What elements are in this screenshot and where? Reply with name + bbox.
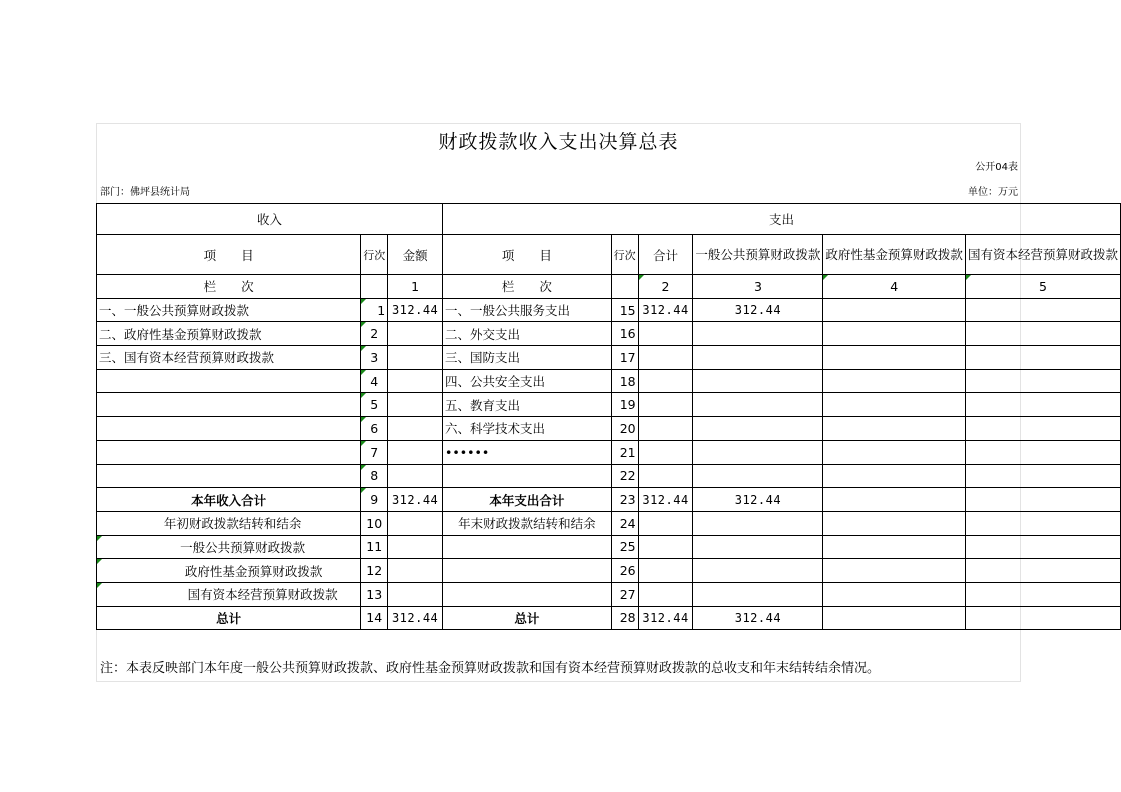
expense-state-capital xyxy=(965,393,1120,417)
table-row xyxy=(97,298,1121,322)
expense-gov-fund xyxy=(823,488,966,512)
expense-line-header: 行次 xyxy=(611,235,638,275)
income-amount xyxy=(388,346,443,370)
table-row xyxy=(97,511,1121,535)
income-header: 收入 xyxy=(97,204,443,235)
state-capital-header: 国有资本经营预算财政拨款 xyxy=(965,235,1120,275)
income-total-row xyxy=(97,488,1121,512)
page-title: 财政拨款收入支出决算总表 xyxy=(438,131,679,153)
income-item: 三、国有资本经营预算财政拨款 xyxy=(97,346,361,370)
expense-state-capital xyxy=(965,369,1120,393)
expense-gov-fund xyxy=(823,535,966,559)
expense-item: 年末财政拨款结转和结余 xyxy=(443,511,612,535)
expense-line-no: 23 xyxy=(611,488,638,512)
income-amount xyxy=(388,369,443,393)
income-line-no: 1 xyxy=(361,298,388,322)
expense-line-no: 16 xyxy=(611,322,638,346)
income-item: 一、一般公共预算财政拨款 xyxy=(97,298,361,322)
income-line-no: 6 xyxy=(361,417,388,441)
expense-header: 支出 xyxy=(443,204,1121,235)
expense-general-budget: 312.44 xyxy=(693,298,823,322)
expense-line-no: 15 xyxy=(611,298,638,322)
expense-item xyxy=(443,535,612,559)
column-index-blank xyxy=(611,275,638,299)
expense-general-budget xyxy=(693,440,823,464)
expense-total xyxy=(638,559,693,583)
expense-state-capital xyxy=(965,535,1120,559)
expense-total xyxy=(638,511,693,535)
expense-general-budget xyxy=(693,559,823,583)
expense-gov-fund xyxy=(823,464,966,488)
income-amount xyxy=(388,559,443,583)
column-index-1: 1 xyxy=(388,275,443,299)
expense-gov-fund xyxy=(823,298,966,322)
income-line-no: 8 xyxy=(361,464,388,488)
expense-item: 二、外交支出 xyxy=(443,322,612,346)
income-line-no: 12 xyxy=(361,559,388,583)
expense-total: 312.44 xyxy=(638,488,693,512)
income-item: 年初财政拨款结转和结余 xyxy=(97,511,361,535)
form-number: 公开04表 xyxy=(975,162,1018,173)
expense-gov-fund xyxy=(823,511,966,535)
income-amount xyxy=(388,535,443,559)
grand-total-row xyxy=(97,606,1121,630)
column-index-3: 3 xyxy=(693,275,823,299)
income-amount xyxy=(388,582,443,606)
expense-line-no: 25 xyxy=(611,535,638,559)
column-header-row xyxy=(97,235,1121,275)
column-index-row xyxy=(97,275,1121,299)
expense-total xyxy=(638,535,693,559)
expense-total: 312.44 xyxy=(638,606,693,630)
expense-gov-fund xyxy=(823,322,966,346)
expense-line-no: 27 xyxy=(611,582,638,606)
income-subtotal-label: 本年收入合计 xyxy=(97,488,361,512)
expense-gov-fund xyxy=(823,559,966,583)
table-row xyxy=(97,393,1121,417)
expense-item: •••••• xyxy=(443,440,612,464)
expense-total xyxy=(638,322,693,346)
expense-state-capital xyxy=(965,511,1120,535)
income-item: 国有资本经营预算财政拨款 xyxy=(97,582,361,606)
expense-line-no: 24 xyxy=(611,511,638,535)
income-amount xyxy=(388,393,443,417)
expense-state-capital xyxy=(965,322,1120,346)
income-line-no: 10 xyxy=(361,511,388,535)
expense-line-no: 19 xyxy=(611,393,638,417)
income-amount xyxy=(388,464,443,488)
section-header-row xyxy=(97,204,1121,235)
income-item xyxy=(97,393,361,417)
expense-general-budget: 312.44 xyxy=(693,488,823,512)
income-item xyxy=(97,417,361,441)
expense-item-header: 项 目 xyxy=(443,235,612,275)
expense-state-capital xyxy=(965,582,1120,606)
expense-item: 四、公共安全支出 xyxy=(443,369,612,393)
expense-state-capital xyxy=(965,488,1120,512)
expense-line-no: 26 xyxy=(611,559,638,583)
expense-item: 六、科学技术支出 xyxy=(443,417,612,441)
expense-gov-fund xyxy=(823,417,966,441)
expense-state-capital xyxy=(965,298,1120,322)
expense-total xyxy=(638,582,693,606)
expense-total-header: 合计 xyxy=(638,235,693,275)
expense-general-budget xyxy=(693,393,823,417)
expense-subtotal-label: 本年支出合计 xyxy=(443,488,612,512)
income-item-header: 项 目 xyxy=(97,235,361,275)
income-item: 政府性基金预算财政拨款 xyxy=(97,559,361,583)
income-amount-header: 金额 xyxy=(388,235,443,275)
expense-gov-fund xyxy=(823,346,966,370)
column-index-blank xyxy=(361,275,388,299)
gov-fund-header: 政府性基金预算财政拨款 xyxy=(823,235,966,275)
income-item: 二、政府性基金预算财政拨款 xyxy=(97,322,361,346)
column-label-expense: 栏 次 xyxy=(443,275,612,299)
expense-general-budget xyxy=(693,535,823,559)
expense-line-no: 17 xyxy=(611,346,638,370)
income-line-no: 11 xyxy=(361,535,388,559)
table-row xyxy=(97,559,1121,583)
expense-state-capital xyxy=(965,464,1120,488)
income-item xyxy=(97,369,361,393)
income-item xyxy=(97,464,361,488)
expense-total xyxy=(638,464,693,488)
expense-total xyxy=(638,440,693,464)
column-index-2: 2 xyxy=(638,275,693,299)
expense-gov-fund xyxy=(823,582,966,606)
income-grand-total-label: 总计 xyxy=(97,606,361,630)
expense-item xyxy=(443,582,612,606)
table-row xyxy=(97,346,1121,370)
expense-item: 五、教育支出 xyxy=(443,393,612,417)
expense-general-budget xyxy=(693,582,823,606)
table-row xyxy=(97,582,1121,606)
table-row xyxy=(97,464,1121,488)
column-label-income: 栏 次 xyxy=(97,275,361,299)
expense-gov-fund xyxy=(823,606,966,630)
expense-general-budget xyxy=(693,464,823,488)
income-line-no: 2 xyxy=(361,322,388,346)
table-row xyxy=(97,369,1121,393)
expense-line-no: 20 xyxy=(611,417,638,441)
expense-line-no: 18 xyxy=(611,369,638,393)
table-row xyxy=(97,440,1121,464)
expense-grand-total-label: 总计 xyxy=(443,606,612,630)
expense-item: 一、一般公共服务支出 xyxy=(443,298,612,322)
expense-item xyxy=(443,464,612,488)
expense-item: 三、国防支出 xyxy=(443,346,612,370)
expense-general-budget: 312.44 xyxy=(693,606,823,630)
expense-line-no: 21 xyxy=(611,440,638,464)
income-line-no: 4 xyxy=(361,369,388,393)
expense-general-budget xyxy=(693,417,823,441)
expense-total xyxy=(638,369,693,393)
income-line-no: 3 xyxy=(361,346,388,370)
expense-gov-fund xyxy=(823,393,966,417)
expense-line-no: 28 xyxy=(611,606,638,630)
income-amount: 312.44 xyxy=(388,298,443,322)
expense-gov-fund xyxy=(823,440,966,464)
expense-item xyxy=(443,559,612,583)
income-line-no: 14 xyxy=(361,606,388,630)
table-row xyxy=(97,535,1121,559)
expense-state-capital xyxy=(965,606,1120,630)
expense-general-budget xyxy=(693,511,823,535)
income-amount: 312.44 xyxy=(388,488,443,512)
income-amount xyxy=(388,511,443,535)
expense-state-capital xyxy=(965,346,1120,370)
expense-total: 312.44 xyxy=(638,298,693,322)
expense-total xyxy=(638,417,693,441)
income-amount xyxy=(388,322,443,346)
expense-state-capital xyxy=(965,559,1120,583)
income-amount xyxy=(388,417,443,441)
income-line-no: 13 xyxy=(361,582,388,606)
expense-total xyxy=(638,393,693,417)
income-item: 一般公共预算财政拨款 xyxy=(97,535,361,559)
department-label: 部门：佛坪县统计局 xyxy=(100,187,190,198)
income-line-no: 9 xyxy=(361,488,388,512)
column-index-5: 5 xyxy=(965,275,1120,299)
expense-general-budget xyxy=(693,322,823,346)
expense-general-budget xyxy=(693,346,823,370)
expense-gov-fund xyxy=(823,369,966,393)
expense-state-capital xyxy=(965,417,1120,441)
income-item xyxy=(97,440,361,464)
appropriation-table xyxy=(96,203,1121,630)
column-index-4: 4 xyxy=(823,275,966,299)
income-amount xyxy=(388,440,443,464)
income-line-no: 5 xyxy=(361,393,388,417)
expense-general-budget xyxy=(693,369,823,393)
income-line-no: 7 xyxy=(361,440,388,464)
table-row xyxy=(97,417,1121,441)
expense-line-no: 22 xyxy=(611,464,638,488)
income-line-header: 行次 xyxy=(361,235,388,275)
expense-total xyxy=(638,346,693,370)
general-budget-header: 一般公共预算财政拨款 xyxy=(693,235,823,275)
income-amount: 312.44 xyxy=(388,606,443,630)
table-row xyxy=(97,322,1121,346)
footnote: 注：本表反映部门本年度一般公共预算财政拨款、政府性基金预算财政拨款和国有资本经营预算财政拨款的总收支和年末结转结余情况。 xyxy=(100,661,881,676)
unit-label: 单位：万元 xyxy=(968,187,1018,198)
expense-state-capital xyxy=(965,440,1120,464)
